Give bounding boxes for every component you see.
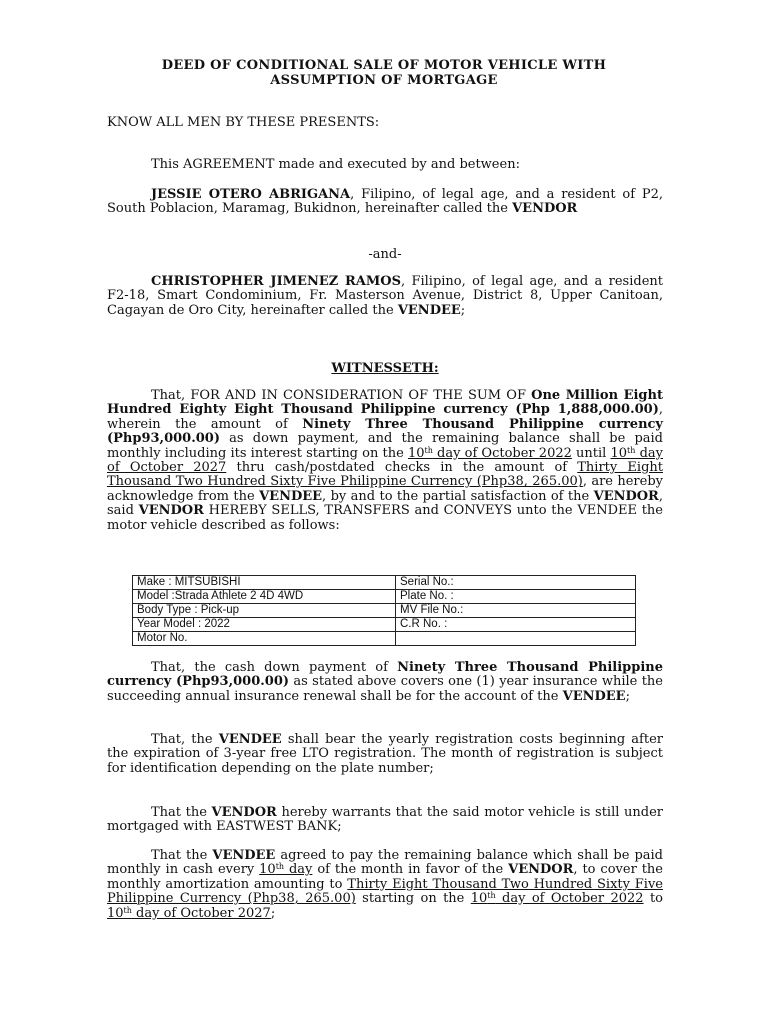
amortization-amount: Thirty Eight Thousand Two Hundred Sixty Five Philippine Currency (Php38, 265.00) [107,876,663,907]
table-cell: Year Model : 2022 [133,618,396,632]
vendor-role: VENDOR [512,201,578,217]
monthly-amount: Thirty Eight Thousand Two Hundred Sixty Five Philippine Currency (Php38, 265.00) [107,460,663,490]
table-row [133,618,636,632]
table-cell: MV File No.: [396,604,636,618]
vendor-paragraph [107,188,663,217]
agreement-line: This AGREEMENT made and executed by and between: [151,157,520,172]
down-payment-paragraph: That, the cash down payment of Ninety Three Thousand Philippine currency (Php93,000.00) as stated above covers one (1) year insurance while the succeeding annual insurance renewal shall be for the account of the VENDEE; [107,660,663,704]
table-row [133,590,636,604]
and-separator: -and- [368,247,402,262]
vendee-name: CHRISTOPHER JIMENEZ RAMOS [151,274,401,289]
table-cell: C.R No. : [396,618,636,632]
registration-paragraph: That, the VENDEE shall bear the yearly registration costs beginning after the expiration of 3-year free LTO registration. The month of registration is subject for identification depending on the plate number; [107,732,663,776]
table-row [133,632,636,646]
monthly-payment-paragraph: That the VENDEE agreed to pay the remaining balance which shall be paid monthly in cash every 10th day of the month in favor of the VENDOR, to cover the monthly amortization amounting to Thirty Eight Thousand Two Hundred Sixty Five Philippine Currency (Php38, 265.00) starting on the 10th day of October 2022 to 10th day of October 2027; [107,848,663,921]
vehicle-details-table [132,575,636,646]
table-row [133,604,636,618]
table-cell: Serial No.: [396,576,636,590]
document-title [0,58,768,88]
amortization-end: 10th day of October 2027 [107,905,271,921]
vendee-description: , Filipino, of legal age, and a resident F2-18, Smart Condominium, Fr. Masterson Avenue, District 8, Upper Canitoan, Cagayan de Oro City, hereinafter called the [107,274,663,318]
table-cell: Plate No. : [396,590,636,604]
witnesseth-heading: WITNESSETH: [331,361,439,376]
amortization-start: 10th day of October 2022 [470,891,644,907]
table-cell: Motor No. [133,632,396,646]
vendee-paragraph: CHRISTOPHER JIMENEZ RAMOS, Filipino, of legal age, and a resident F2-18, Smart Condominium, Fr. Masterson Avenue, District 8, Upper Canitoan, Cagayan de Oro City, hereinafter called the VENDEE; [107,274,663,318]
vendee-role: VENDEE [397,302,461,318]
vendor-description: , Filipino, of legal age, and a resident of P2, South Poblacion, Maramag, Bukidnon, hereinafter called the [107,187,663,217]
table-row [133,576,636,590]
payment-day: 10th day [259,862,313,878]
table-cell: Make : MITSUBISHI [133,576,396,590]
table-cell: Body Type : Pick-up [133,604,396,618]
start-date: 10th day of October 2022 [407,445,572,461]
warranty-paragraph: That the VENDOR hereby warrants that the said motor vehicle is still under mortgaged with EASTWEST BANK; [107,805,664,835]
title-line-2: ASSUMPTION OF MORTGAGE [270,73,498,88]
table-cell: Model :Strada Athlete 2 4D 4WD [133,590,396,604]
total-price: One Million Eight Hundred Eighty Eight Thousand Philippine currency (Php 1,888,000.00) [107,388,663,418]
table-cell [396,632,636,646]
title-line-1: DEED OF CONDITIONAL SALE OF MOTOR VEHICLE WITH [161,58,607,73]
end-date: 10th day of October 2027 [107,445,663,476]
intro-line: KNOW ALL MEN BY THESE PRESENTS: [107,115,380,130]
consideration-paragraph: That, FOR AND IN CONSIDERATION OF THE SUM OF One Million Eight Hundred Eighty Eight Thousand Philippine currency (Php 1,888,000.00), wherein the amount of Ninety Three Thousand Philippine currency (Php93,000.00) as down payment, and the remaining balance shall be paid monthly including its interest starting on the 10th day of October 2022 until 10th day of October 2027 thru cash/postdated checks in the amount of Thirty Eight Thousand Two Hundred Sixty Five Philippine Currency (Php38, 265.00), are hereby acknowledge from the VENDEE, by and to the partial satisfaction of the VENDOR, said VENDOR HEREBY SELLS, TRANSFERS and CONVEYS unto the VENDEE the motor vehicle described as follows: [107,388,663,533]
vendor-name: JESSIE OTERO ABRIGANA [151,187,351,202]
down-payment-amount: Ninety Three Thousand Philippine currency (Php93,000.00) [107,416,663,447]
